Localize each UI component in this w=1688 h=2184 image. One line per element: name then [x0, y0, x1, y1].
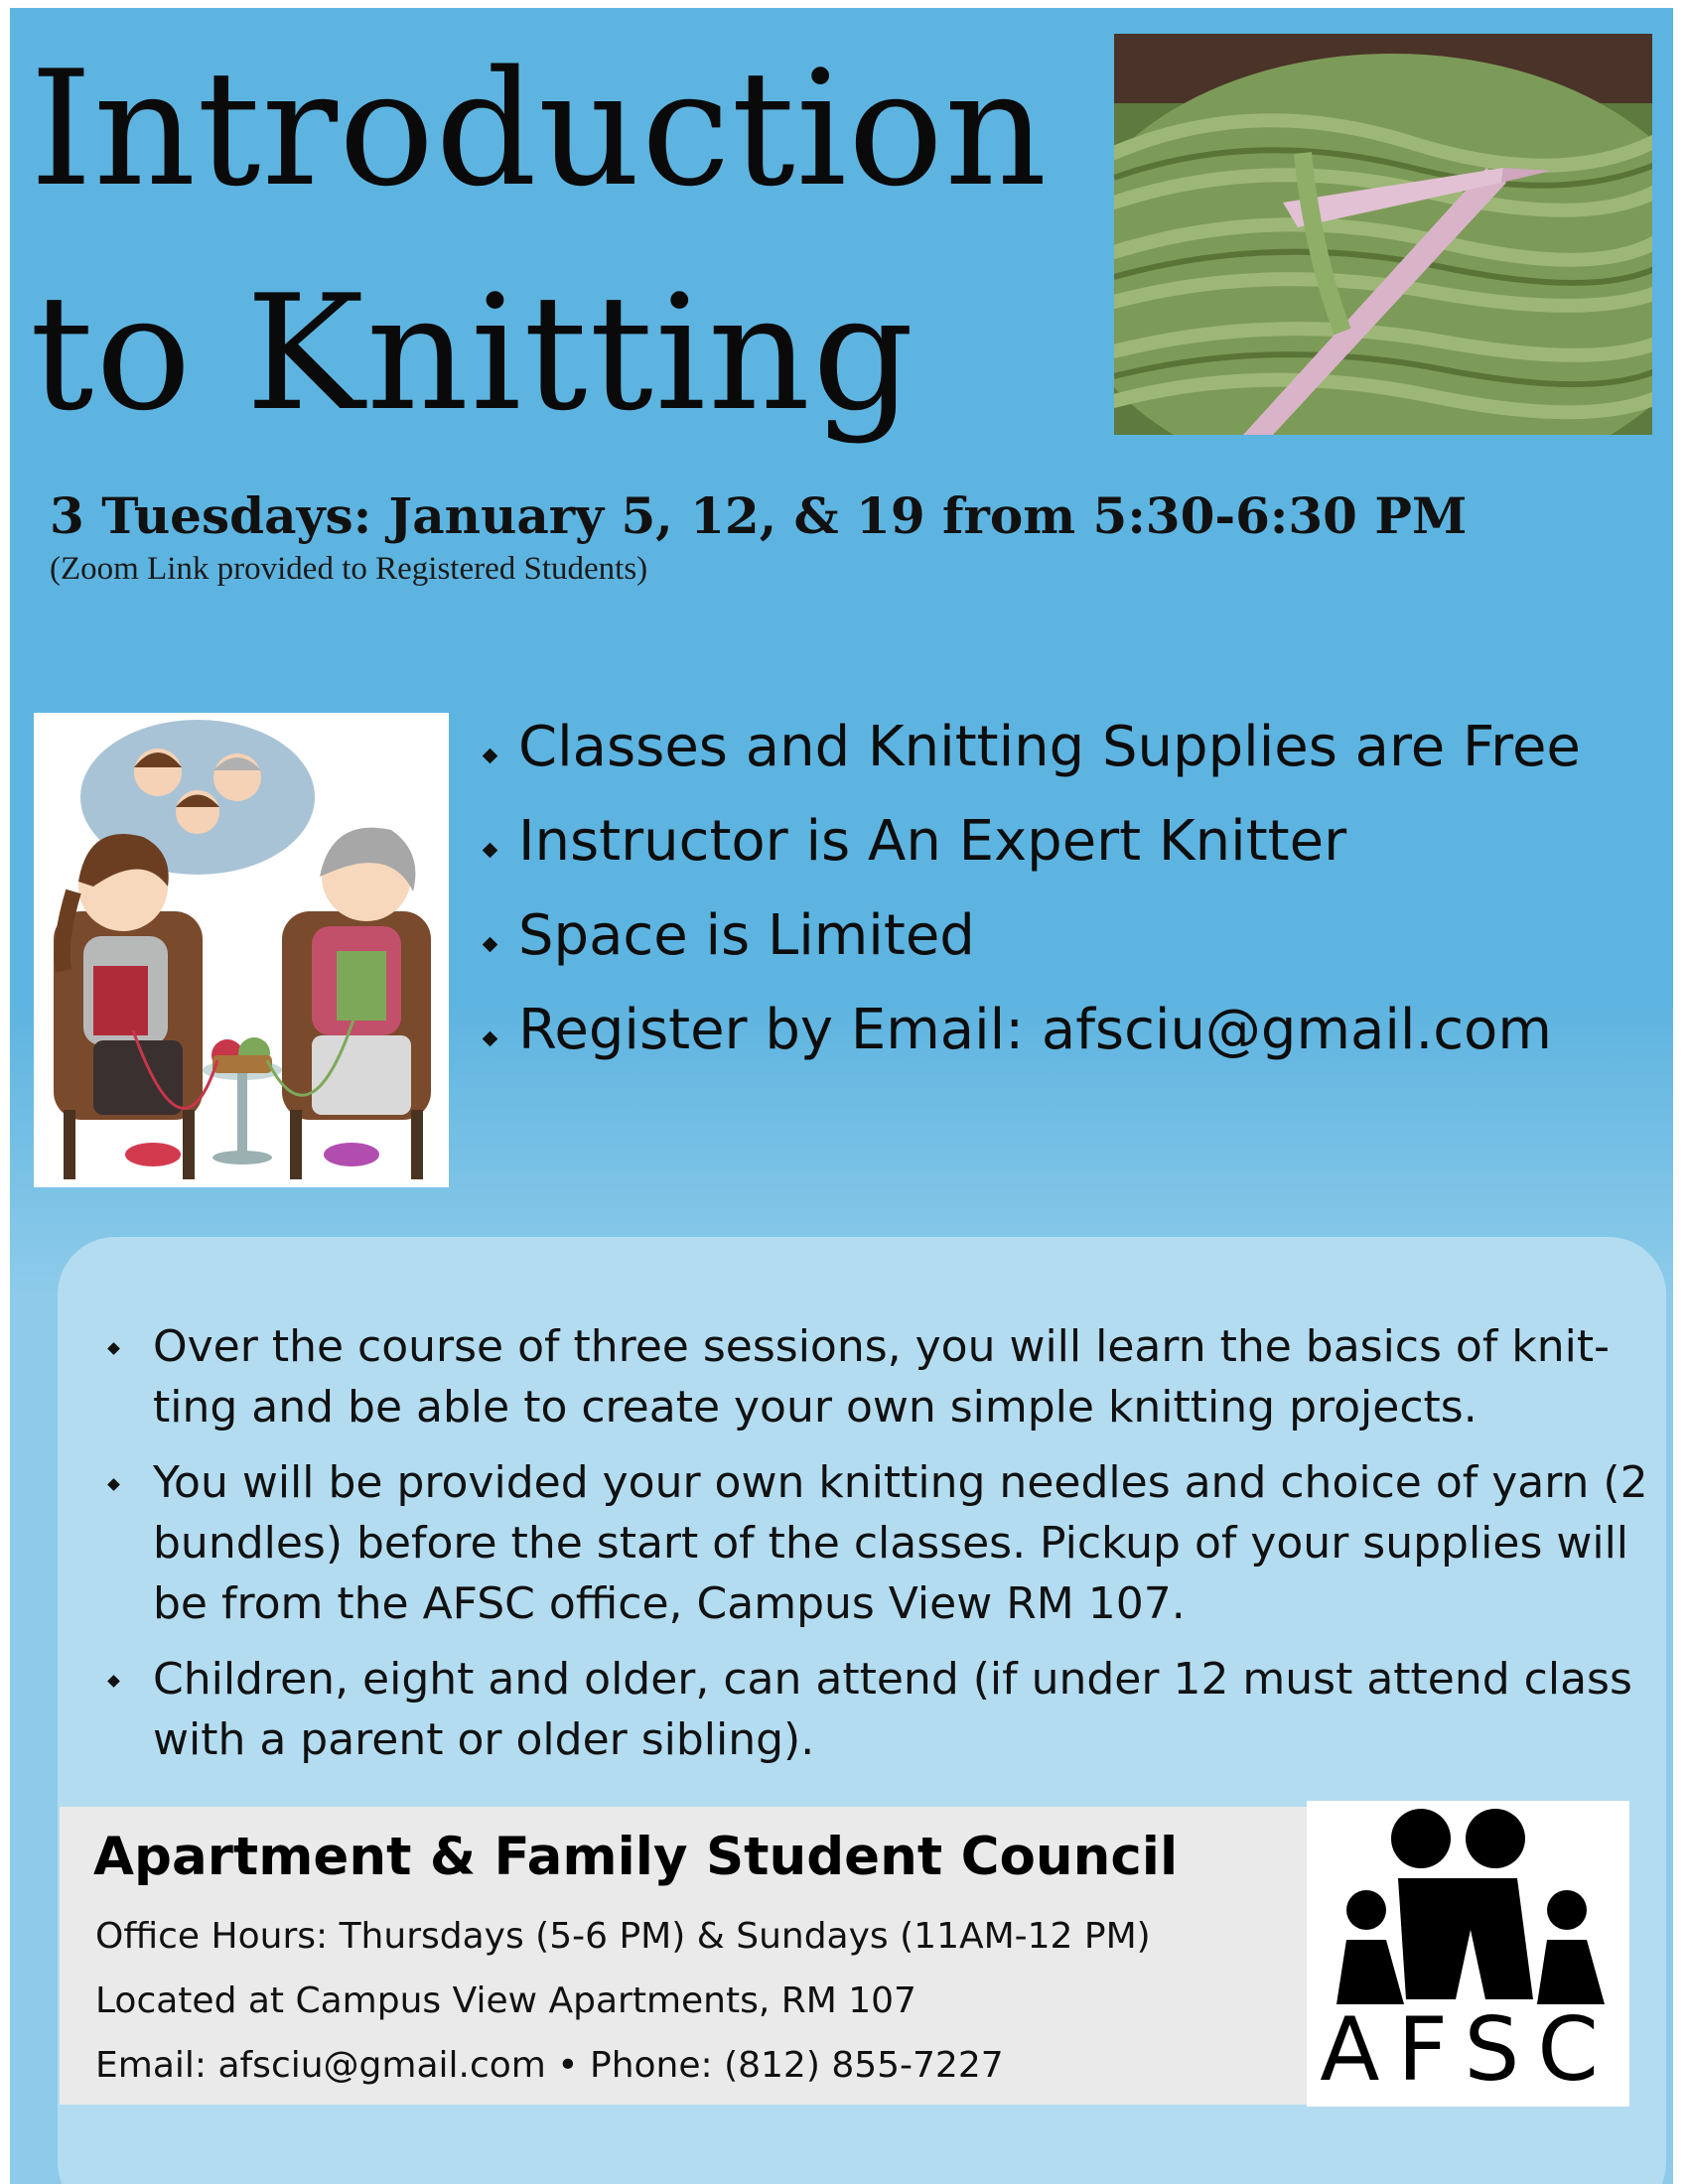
diamond-bullet-icon — [483, 1031, 498, 1047]
highlights-list — [477, 715, 1581, 1092]
title-line-1: Introduction — [30, 36, 1049, 221]
contact-info: Email: afsciu@gmail.com • Phone: (812) 855-7227 — [95, 2045, 1004, 2086]
diamond-bullet-icon — [483, 937, 498, 953]
council-info-box — [60, 1807, 1321, 2105]
title-line-2: to Knitting — [30, 260, 916, 446]
office-location: Located at Campus View Apartments, RM 107 — [95, 1980, 916, 2021]
diamond-bullet-icon — [483, 843, 498, 859]
diamond-bullet-icon — [483, 749, 498, 764]
detail-item — [58, 1649, 1652, 1770]
council-name: Apartment & Family Student Council — [93, 1827, 1179, 1887]
highlight-text: Space is Limited — [518, 903, 975, 968]
detail-text: Over the course of three sessions, you will learn the basics of knit-ting and be able to create your own simple knitting projects. — [153, 1321, 1611, 1433]
detail-item — [58, 1316, 1652, 1437]
details-list — [58, 1316, 1652, 1785]
highlight-item — [477, 998, 1581, 1092]
highlight-item — [477, 715, 1581, 809]
highlight-text: Instructor is An Expert Knitter — [518, 809, 1347, 874]
diamond-bullet-icon — [107, 1342, 120, 1355]
detail-item — [58, 1452, 1652, 1634]
detail-text: You will be provided your own knitting needles and choice of yarn (2 bundles) before the start of the classes. Pickup of your supplies will be from the AFSC office, Campus View RM 107. — [153, 1457, 1648, 1629]
highlight-item — [477, 903, 1581, 998]
detail-text: Children, eight and older, can attend (if under 12 must attend class with a parent or older sibling). — [153, 1654, 1632, 1765]
flyer-page — [10, 8, 1673, 2184]
afsc-logo — [1307, 1801, 1629, 2107]
logo-text: AFSC — [1320, 1998, 1617, 2101]
diamond-bullet-icon — [107, 1675, 120, 1688]
office-hours: Office Hours: Thursdays (5-6 PM) & Sundays (11AM-12 PM) — [95, 1916, 1151, 1957]
highlight-text: Register by Email: afsciu@gmail.com — [518, 998, 1552, 1062]
knitting-photo — [1114, 34, 1652, 435]
highlight-item — [477, 809, 1581, 903]
diamond-bullet-icon — [107, 1478, 120, 1491]
knitting-illustration — [34, 713, 449, 1187]
highlight-text: Classes and Knitting Supplies are Free — [518, 715, 1581, 779]
zoom-note: (Zoom Link provided to Registered Students) — [50, 551, 648, 587]
schedule-text: 3 Tuesdays: January 5, 12, & 19 from 5:30-6:30 PM — [50, 486, 1468, 545]
family-icon — [1307, 1801, 1629, 2009]
